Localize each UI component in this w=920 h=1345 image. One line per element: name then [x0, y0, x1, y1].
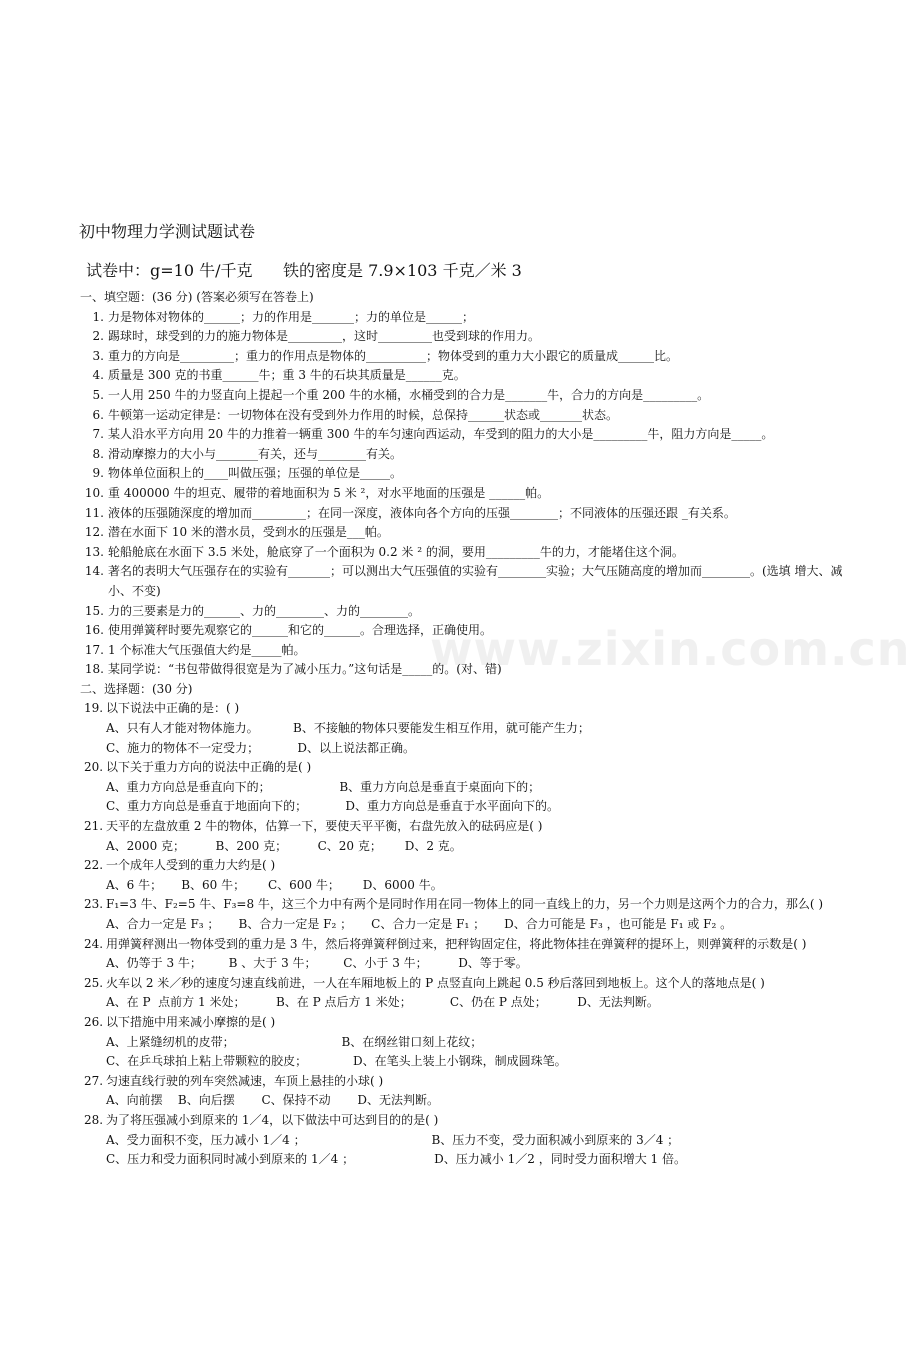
item-number: 10.: [84, 485, 104, 500]
question-options: C、在乒乓球拍上粘上带颗粒的胶皮； D、在笔头上装上小钢珠，制成圆珠笔。: [106, 1054, 567, 1069]
item-text: 力是物体对物体的______；力的作用是_______；力的单位是______；: [108, 309, 475, 324]
fill-in-heading: 一、填空题：(36 分) (答案必须写在答卷上): [80, 290, 314, 304]
item-text: 潜在水面下 10 米的潜水员，受到水的压强是___帕。: [108, 525, 389, 540]
question-stem: 一个成年人受到的重力大约是( ): [106, 858, 276, 873]
item-text: 踢球时，球受到的力的施力物体是_________，这时_________也受到球的作用力。: [108, 329, 541, 344]
item-number: 8.: [92, 446, 104, 461]
item-text: 某人沿水平方向用 20 牛的力推着一辆重 300 牛的车匀速向西运动，车受到的阻力的大小是_________牛，阻力方向是_____。: [108, 427, 774, 442]
question-number: 22.: [84, 858, 104, 873]
choice-question: [80, 758, 865, 778]
exam-content: [80, 288, 865, 1170]
question-options: A、6 牛； B、60 牛； C、600 牛； D、6000 牛。: [106, 877, 443, 892]
question-number: 27.: [84, 1073, 104, 1088]
item-text: 牛顿第一运动定律是：一切物体在没有受到外力作用的时候，总保持______状态或_______状态。: [108, 407, 619, 422]
item-text: 力的三要素是力的______、力的________、力的________。: [108, 603, 421, 618]
item-number: 12.: [84, 525, 104, 540]
item-number: 16.: [84, 623, 104, 638]
question-options: A、在 P 点前方 1 米处； B、在 P 点后方 1 米处； C、仍在 P 点处； D、无法判断。: [106, 995, 659, 1010]
item-text: 某同学说：“书包带做得很宽是为了减小压力。”这句话是_____的。(对、错): [108, 662, 502, 677]
fill-in-item: [80, 406, 865, 426]
exam-constants: 试卷中：g=10 牛/千克 铁的密度是 7.9×103 千克／米 3: [86, 261, 522, 280]
fill-in-item: [80, 562, 865, 601]
question-options: A、仍等于 3 牛； B 、大于 3 牛； C、小于 3 牛； D、等于零。: [106, 956, 528, 971]
exam-title: 初中物理力学测试题试卷: [79, 222, 256, 241]
question-number: 23.: [84, 897, 104, 912]
question-options: C、压力和受力面积同时减小到原来的 1／4 ； D、压力减小 1／2 ，同时受力面积增大 1 倍。: [106, 1152, 686, 1167]
watermark: www.zixin.com.cn: [430, 622, 911, 676]
fill-in-item: [80, 523, 865, 543]
question-stem: 用弹簧秤测出一物体受到的重力是 3 牛，然后将弹簧秤倒过来，把秤钩固定住，将此物体挂在弹簧秤的提环上，则弹簧秤的示数是( ): [106, 936, 807, 951]
item-text: 一人用 250 牛的力竖直向上提起一个重 200 牛的水桶，水桶受到的合力是_______牛，合力的方向是_________。: [108, 387, 710, 402]
item-number: 1.: [92, 309, 104, 324]
choice-question: [80, 817, 865, 837]
question-stem: 以下措施中用来减小摩擦的是( ): [106, 1014, 276, 1029]
fill-in-item: [80, 484, 865, 504]
fill-in-item: [80, 464, 865, 484]
item-number: 15.: [84, 603, 104, 618]
question-stem: 匀速直线行驶的列车突然减速，车顶上悬挂的小球( ): [106, 1073, 384, 1088]
choice-list: [80, 699, 865, 1169]
item-number: 13.: [84, 544, 104, 559]
item-text: 使用弹簧秤时要先观察它的______和它的______。合理选择，正确使用。: [108, 623, 493, 638]
question-stem: 火车以 2 米／秒的速度匀速直线前进，一人在车厢地板上的 P 点竖直向上跳起 0.5 秒后落回到地板上。这个人的落地点是( ): [106, 975, 765, 990]
question-options: A、上紧缝纫机的皮带； B、在纲丝钳口刻上花纹；: [106, 1034, 483, 1049]
choice-question: [80, 895, 865, 915]
question-number: 25.: [84, 975, 104, 990]
question-options: A、只有人才能对物体施力。 B、不接触的物体只要能发生相互作用，就可能产生力；: [106, 721, 590, 736]
item-number: 9.: [92, 466, 104, 481]
question-options: A、重力方向总是垂直向下的； B、重力方向总是垂直于桌面向下的；: [106, 779, 541, 794]
question-options: C、施力的物体不一定受力； D、以上说法都正确。: [106, 740, 415, 755]
item-number: 11.: [84, 505, 104, 520]
question-options: A、受力面积不变，压力减小 1／4 ； B、压力不变，受力面积减小到原来的 3／4 ；: [106, 1132, 680, 1147]
item-text: 轮船舱底在水面下 3.5 米处，舱底穿了一个面积为 0.2 米 ² 的洞，要用_________牛的力，才能堵住这个洞。: [108, 544, 684, 559]
fill-in-item: [80, 308, 865, 328]
question-options: A、向前摆 B、向后摆 C、保持不动 D、无法判断。: [106, 1093, 439, 1108]
fill-in-item: [80, 327, 865, 347]
question-number: 19.: [84, 701, 104, 716]
choice-question: [80, 935, 865, 955]
item-text: 重 400000 牛的坦克、履带的着地面积为 5 米 ²，对水平地面的压强是 ______帕。: [108, 485, 550, 500]
question-number: 21.: [84, 819, 104, 834]
question-stem: 为了将压强减小到原来的 1／4，以下做法中可达到目的的是( ): [106, 1112, 439, 1127]
question-options: A、2000 克； B、200 克； C、20 克； D、2 克。: [106, 838, 462, 853]
item-number: 3.: [92, 348, 104, 363]
choice-heading: 二、选择题：(30 分): [80, 681, 193, 696]
question-number: 24.: [84, 936, 104, 951]
choice-question: [80, 1013, 865, 1033]
item-number: 5.: [92, 387, 104, 402]
item-text: 物体单位面积上的____叫做压强；压强的单位是_____。: [108, 466, 403, 481]
choice-question: [80, 974, 865, 994]
fill-in-item: [80, 386, 865, 406]
choice-question: [80, 856, 865, 876]
item-text: 液体的压强随深度的增加而_________；在同一深度，液体向各个方向的压强________；不同液体的压强还跟 _有关系。: [108, 505, 736, 520]
question-options: C、重力方向总是垂直于地面向下的； D、重力方向总是垂直于水平面向下的。: [106, 799, 559, 814]
item-text: 重力的方向是_________；重力的作用点是物体的__________；物体受到的重力大小跟它的质量成______比。: [108, 348, 679, 363]
question-stem: F₁=3 牛、F₂=5 牛、F₃=8 牛，这三个力中有两个是同时作用在同一物体上的同一直线上的力，另一个力则是这两个力的合力，那么( ): [106, 897, 824, 912]
item-text: 著名的表明大气压强存在的实验有_______；可以测出大气压强值的实验有________实验；大气压随高度的增加而________。(选填 增大、减小、不变): [108, 564, 843, 598]
question-options: A、合力一定是 F₃ ； B、合力一定是 F₂ ； C、合力一定是 F₁ ； D、合力可能是 F₃ ，也可能是 F₁ 或 F₂ 。: [106, 917, 733, 931]
question-number: 28.: [84, 1112, 104, 1127]
item-number: 6.: [92, 407, 104, 422]
fill-in-item: [80, 602, 865, 622]
item-number: 4.: [92, 368, 104, 383]
choice-question: [80, 699, 865, 719]
item-number: 14.: [84, 564, 104, 579]
item-text: 滑动摩擦力的大小与_______有关，还与________有关。: [108, 446, 403, 461]
item-number: 18.: [84, 662, 104, 677]
item-text: 1 个标准大气压强值大约是_____帕。: [108, 642, 306, 657]
question-number: 26.: [84, 1014, 104, 1029]
fill-in-item: [80, 425, 865, 445]
choice-question: [80, 1072, 865, 1092]
question-stem: 以下说法中正确的是：( ): [106, 701, 240, 716]
item-number: 2.: [92, 329, 104, 344]
choice-section: [80, 680, 865, 1170]
fill-in-item: [80, 445, 865, 465]
question-stem: 以下关于重力方向的说法中正确的是( ): [106, 760, 312, 775]
question-stem: 天平的左盘放重 2 牛的物体，估算一下，要使天平平衡，右盘先放入的砝码应是( ): [106, 819, 543, 834]
fill-in-item: [80, 543, 865, 563]
question-number: 20.: [84, 760, 104, 775]
item-number: 17.: [84, 642, 104, 657]
fill-in-item: [80, 504, 865, 524]
item-text: 质量是 300 克的书重______牛；重 3 牛的石块其质量是______克。: [108, 368, 466, 383]
choice-question: [80, 1111, 865, 1131]
fill-in-item: [80, 366, 865, 386]
item-number: 7.: [92, 427, 104, 442]
fill-in-item: [80, 347, 865, 367]
